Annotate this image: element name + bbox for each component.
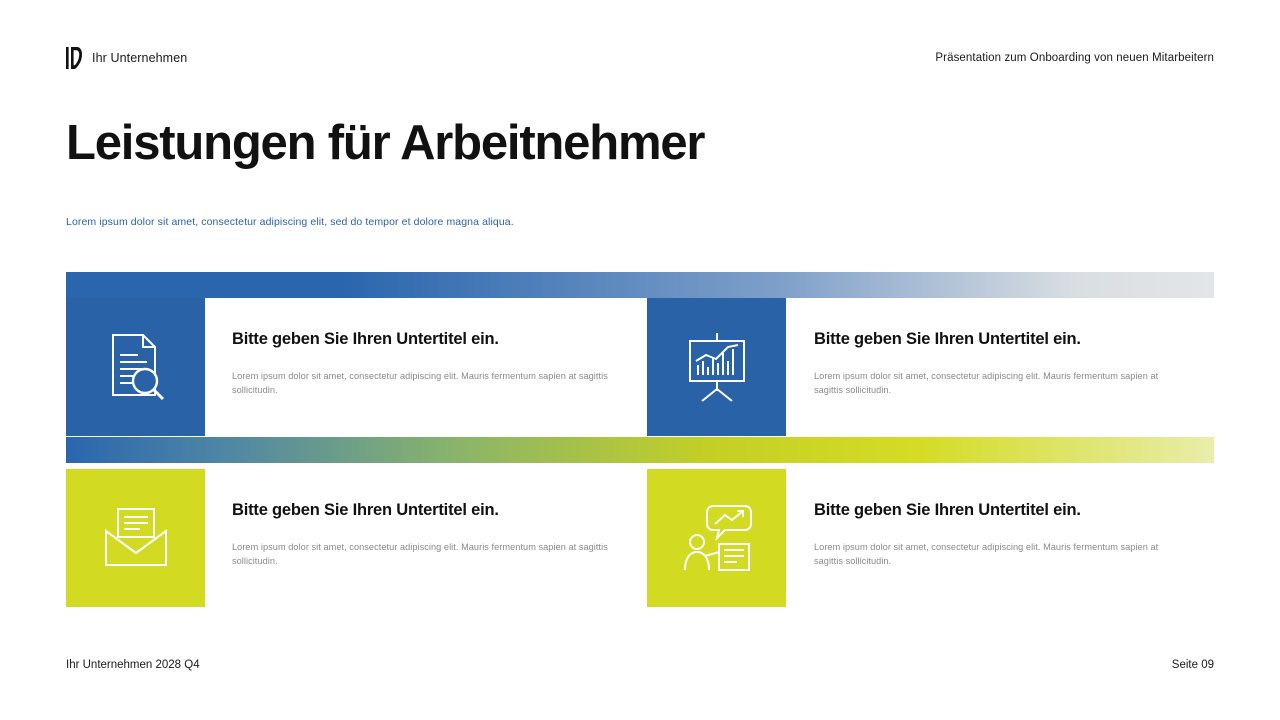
presentation-chart-icon (684, 331, 750, 403)
card-title: Bitte geben Sie Ihren Untertitel ein. (814, 330, 1081, 348)
person-presenting-growth-icon (679, 502, 755, 574)
accent-bar-green (66, 437, 1214, 463)
accent-bar-blue (66, 272, 1214, 298)
book-logo-icon (66, 47, 82, 69)
brand (66, 47, 187, 69)
card-title: Bitte geben Sie Ihren Untertitel ein. (232, 501, 499, 519)
card-title: Bitte geben Sie Ihren Untertitel ein. (814, 501, 1081, 519)
document-search-icon (105, 331, 167, 403)
card-text: Lorem ipsum dolor sit amet, consectetur adipiscing elit. Mauris fermentum sapien at sagittis sollicitudin. (814, 371, 1159, 395)
benefit-card[interactable] (66, 469, 646, 607)
brand-name: Ihr Unternehmen (92, 51, 188, 65)
benefit-card[interactable] (647, 469, 1214, 607)
card-icon-container (66, 469, 205, 607)
card-icon-container (647, 469, 786, 607)
page-title: Leistungen für Arbeitnehmer (66, 116, 705, 170)
card-body (205, 469, 646, 607)
benefit-card[interactable] (66, 298, 646, 436)
footer-page-number: Seite 09 (1171, 659, 1214, 671)
header-subject: Präsentation zum Onboarding von neuen Mitarbeitern (935, 52, 1214, 64)
card-text: Lorem ipsum dolor sit amet, consectetur adipiscing elit. Mauris fermentum sapien at sagittis sollicitudin. (232, 371, 608, 395)
card-icon-container (647, 298, 786, 436)
card-text: Lorem ipsum dolor sit amet, consectetur adipiscing elit. Mauris fermentum sapien at sagittis sollicitudin. (814, 542, 1159, 566)
slide-header (66, 46, 1214, 70)
benefit-card[interactable] (647, 298, 1214, 436)
card-icon-container (66, 298, 205, 436)
page-subtitle: Lorem ipsum dolor sit amet, consectetur adipiscing elit, sed do tempor et dolore magna aliqua. (66, 216, 514, 228)
card-body (786, 469, 1214, 607)
card-body (205, 298, 646, 436)
card-body (786, 298, 1214, 436)
footer-company: Ihr Unternehmen 2028 Q4 (66, 659, 200, 671)
card-title: Bitte geben Sie Ihren Untertitel ein. (232, 330, 499, 348)
card-text: Lorem ipsum dolor sit amet, consectetur adipiscing elit. Mauris fermentum sapien at sagittis sollicitudin. (232, 542, 608, 566)
open-envelope-letter-icon (104, 507, 168, 569)
slide-footer (66, 659, 1214, 671)
